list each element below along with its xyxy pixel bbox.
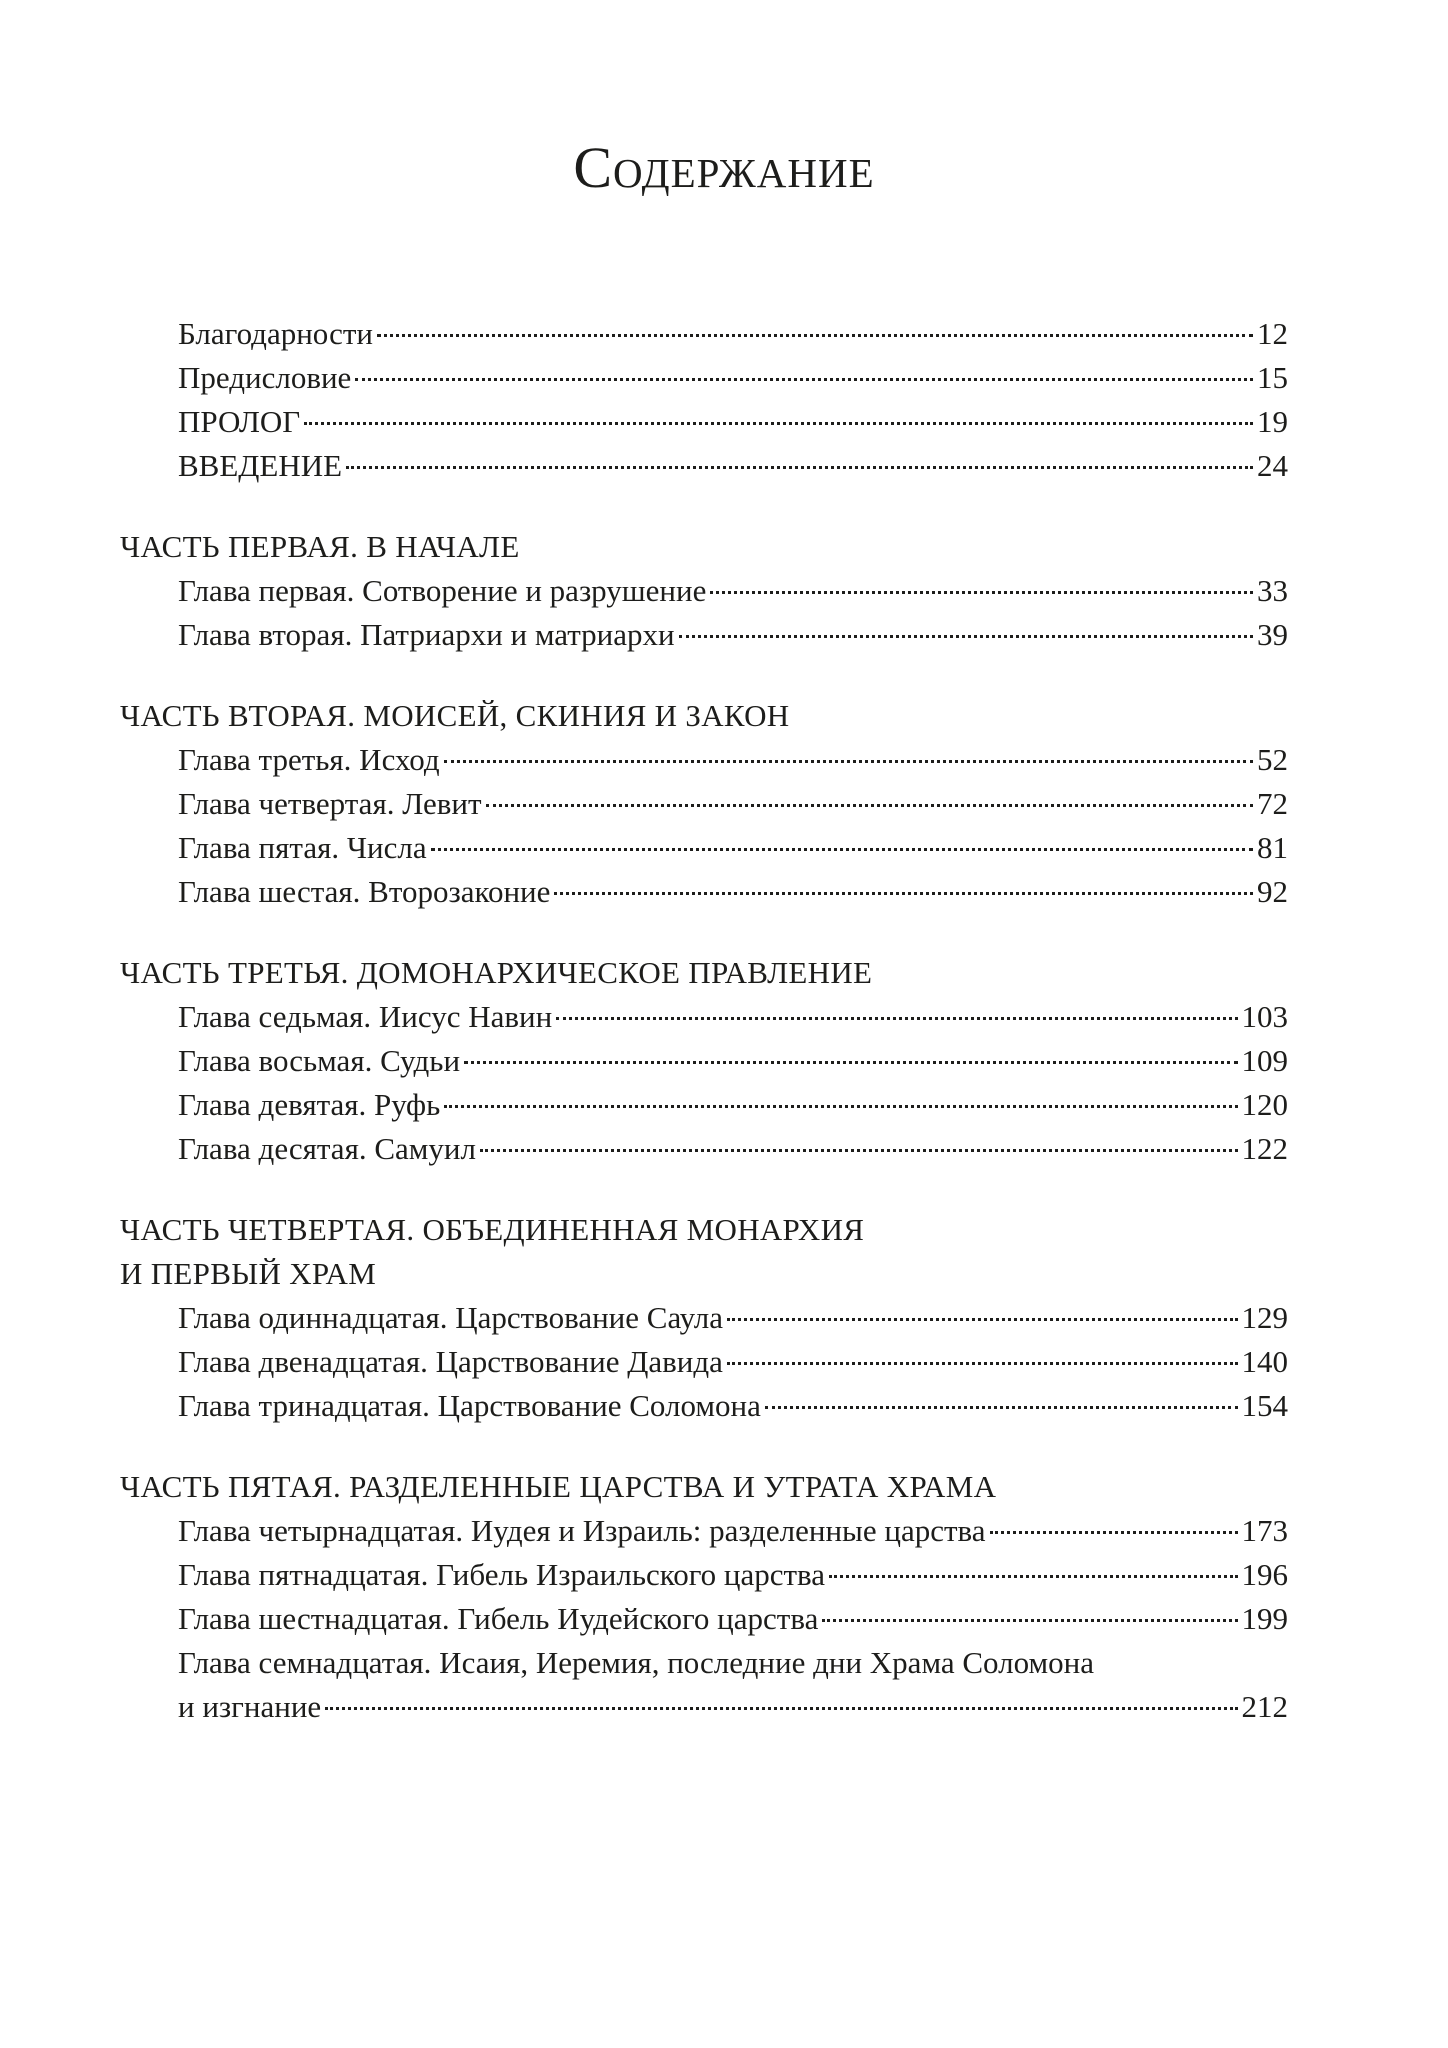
dot-leader — [444, 760, 1253, 763]
toc-entry-label: Глава одиннадцатая. Царствование Саула — [178, 1300, 724, 1335]
part-heading[interactable]: ЧАСТЬ ПЕРВАЯ. В НАЧАЛЕ — [120, 529, 520, 564]
part-group-1 — [120, 525, 1288, 657]
toc-entry-page: 212 — [1241, 1689, 1288, 1724]
dot-leader — [444, 1105, 1237, 1108]
toc-entry-page: 120 — [1241, 1087, 1288, 1122]
toc-entry-page: 72 — [1257, 786, 1288, 821]
toc-entry-page: 196 — [1241, 1557, 1288, 1592]
part-group-5 — [120, 1465, 1288, 1729]
toc-entry-label: и изгнание — [178, 1689, 322, 1724]
toc-entry-label: Глава пятнадцатая. Гибель Израильского царства — [178, 1557, 826, 1592]
toc-entry-introduction[interactable] — [178, 444, 1288, 488]
toc-entry-page: 199 — [1241, 1601, 1288, 1636]
toc-entry-page: 109 — [1241, 1043, 1288, 1078]
toc-entry-chapter-3[interactable] — [178, 738, 1288, 782]
front-matter-group — [120, 312, 1288, 488]
toc-entry-chapter-4[interactable] — [178, 782, 1288, 826]
toc-entry-page: 19 — [1257, 404, 1288, 439]
part-heading[interactable]: ЧАСТЬ ВТОРАЯ. МОИСЕЙ, СКИНИЯ И ЗАКОН — [120, 698, 790, 733]
toc-entry-chapter-2[interactable] — [178, 613, 1288, 657]
dot-leader — [355, 378, 1253, 381]
part-heading-line-2[interactable]: И ПЕРВЫЙ ХРАМ — [120, 1256, 377, 1291]
toc-entry-label: Глава седьмая. Иисус Навин — [178, 999, 553, 1034]
dot-leader — [554, 892, 1253, 895]
dot-leader — [556, 1017, 1237, 1020]
dot-leader — [710, 591, 1253, 594]
toc-entry-acknowledgements[interactable] — [178, 312, 1288, 356]
toc-entry-label: Глава десятая. Самуил — [178, 1131, 476, 1166]
dot-leader — [990, 1531, 1238, 1534]
toc-entry-page: 12 — [1257, 316, 1288, 351]
toc-entry-label: Глава четвертая. Левит — [178, 786, 482, 821]
toc-entry-page: 33 — [1257, 573, 1288, 608]
part-group-3 — [120, 951, 1288, 1171]
dot-leader — [377, 334, 1253, 337]
toc-entry-label: Глава третья. Исход — [178, 742, 440, 777]
toc-entry-chapter-5[interactable] — [178, 826, 1288, 870]
toc-entry-chapter-9[interactable] — [178, 1083, 1288, 1127]
part-heading[interactable]: ЧАСТЬ ЧЕТВЕРТАЯ. ОБЪЕДИНЕННАЯ МОНАРХИЯ — [120, 1212, 865, 1247]
part-group-4 — [120, 1208, 1288, 1428]
toc-entry-chapter-13[interactable] — [178, 1384, 1288, 1428]
toc-entry-chapter-10[interactable] — [178, 1127, 1288, 1171]
toc-entry-chapter-7[interactable] — [178, 995, 1288, 1039]
table-of-contents — [120, 312, 1288, 1766]
toc-entry-line-2 — [178, 1685, 1288, 1729]
dot-leader — [486, 804, 1253, 807]
page-title: Содержание — [573, 135, 875, 200]
toc-entry-label: Глава первая. Сотворение и разрушение — [178, 573, 707, 608]
dot-leader — [822, 1619, 1237, 1622]
toc-entry-chapter-8[interactable] — [178, 1039, 1288, 1083]
toc-entry-chapter-6[interactable] — [178, 870, 1288, 914]
toc-entry-chapter-1[interactable] — [178, 569, 1288, 613]
toc-entry-page: 92 — [1257, 874, 1288, 909]
part-heading[interactable]: ЧАСТЬ ПЯТАЯ. РАЗДЕЛЕННЫЕ ЦАРСТВА И УТРАТА ХРАМА — [120, 1469, 997, 1504]
toc-entry-label: ВВЕДЕНИЕ — [178, 448, 343, 483]
toc-entry-label: ПРОЛОГ — [178, 404, 301, 439]
dot-leader — [304, 422, 1253, 425]
toc-entry-chapter-12[interactable] — [178, 1340, 1288, 1384]
toc-entry-page: 15 — [1257, 360, 1288, 395]
toc-entry-chapter-15[interactable] — [178, 1553, 1288, 1597]
toc-entry-label: Глава двенадцатая. Царствование Давида — [178, 1344, 723, 1379]
toc-entry-page: 103 — [1241, 999, 1288, 1034]
toc-entry-label: Глава тринадцатая. Царствование Соломона — [178, 1388, 761, 1423]
toc-entry-prologue[interactable] — [178, 400, 1288, 444]
toc-entry-page: 122 — [1241, 1131, 1288, 1166]
toc-entry-page: 52 — [1257, 742, 1288, 777]
toc-entry-page: 24 — [1257, 448, 1288, 483]
toc-entry-chapter-14[interactable] — [178, 1509, 1288, 1553]
toc-entry-page: 81 — [1257, 830, 1288, 865]
toc-entry-label: Глава четырнадцатая. Иудея и Израиль: разделенные царства — [178, 1513, 986, 1548]
toc-entry-label: Глава шестая. Второзаконие — [178, 874, 551, 909]
toc-entry-chapter-11[interactable] — [178, 1296, 1288, 1340]
dot-leader — [431, 848, 1253, 851]
part-heading[interactable]: ЧАСТЬ ТРЕТЬЯ. ДОМОНАРХИЧЕСКОЕ ПРАВЛЕНИЕ — [120, 955, 873, 990]
dot-leader — [829, 1575, 1237, 1578]
dot-leader — [464, 1061, 1237, 1064]
toc-entry-label: Глава пятая. Числа — [178, 830, 427, 865]
dot-leader — [727, 1362, 1238, 1365]
dot-leader — [325, 1707, 1237, 1710]
toc-entry-chapter-16[interactable] — [178, 1597, 1288, 1641]
toc-entry-page: 129 — [1241, 1300, 1288, 1335]
toc-entry-label: Благодарности — [178, 316, 373, 351]
dot-leader — [727, 1318, 1237, 1321]
toc-entry-label: Глава восьмая. Судьи — [178, 1043, 461, 1078]
part-group-2 — [120, 694, 1288, 914]
dot-leader — [480, 1149, 1238, 1152]
toc-entry-preface[interactable] — [178, 356, 1288, 400]
dot-leader — [679, 635, 1253, 638]
toc-entry-label: Предисловие — [178, 360, 352, 395]
dot-leader — [765, 1406, 1238, 1409]
toc-entry-page: 154 — [1241, 1388, 1288, 1423]
toc-entry-page: 39 — [1257, 617, 1288, 652]
toc-entry-label: Глава девятая. Руфь — [178, 1087, 441, 1122]
toc-entry-page: 140 — [1241, 1344, 1288, 1379]
toc-entry-label: Глава вторая. Патриархи и матриархи — [178, 617, 675, 652]
toc-entry-label: Глава шестнадцатая. Гибель Иудейского царства — [178, 1601, 819, 1636]
toc-entry-chapter-17[interactable] — [120, 1641, 1288, 1729]
dot-leader — [346, 466, 1253, 469]
toc-entry-page: 173 — [1241, 1513, 1288, 1548]
toc-entry-label-line-1: Глава семнадцатая. Исаия, Иеремия, последние дни Храма Соломона — [178, 1645, 1094, 1680]
